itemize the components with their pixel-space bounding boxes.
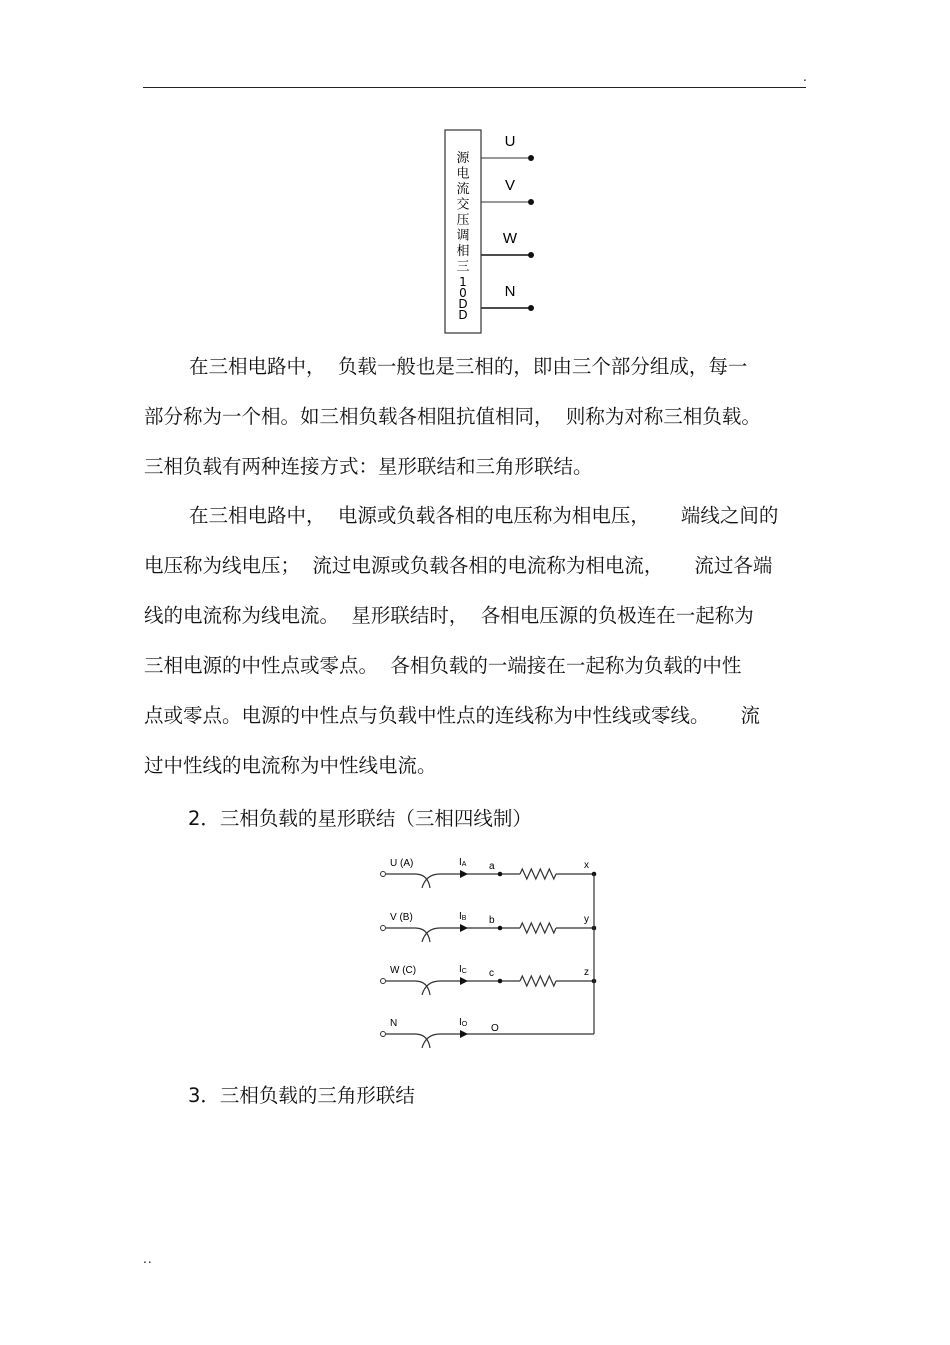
- section-title: 三相负载的三角形联结: [219, 1084, 415, 1107]
- paragraph-line: 点或零点。电源的中性点与负载中性点的连线称为中性线或零线。 流: [144, 704, 760, 727]
- header-mark: .: [803, 70, 807, 84]
- footer-mark: ..: [143, 1252, 153, 1266]
- box-label-char: 交: [456, 197, 470, 213]
- source-terminal: [381, 872, 386, 877]
- box-label-char: D: [458, 308, 468, 322]
- node-dot: [498, 872, 503, 877]
- terminal-dot: [528, 252, 534, 258]
- box-label-char: 源: [456, 151, 470, 166]
- paragraph-line: 在三相电路中， 电源或负载各相的电压称为相电压， 端线之间的: [189, 504, 779, 527]
- terminal-label: U: [504, 133, 516, 150]
- current-label: IC: [459, 964, 467, 975]
- box-label-char: 相: [456, 244, 470, 259]
- node-label: O: [491, 1023, 499, 1034]
- current-label: IA: [459, 857, 467, 868]
- circuit-row: [381, 857, 597, 888]
- box-label-char: 三: [456, 259, 470, 275]
- paragraph-line: 三相负载有两种连接方式：星形联结和三角形联结。: [144, 455, 593, 478]
- paragraph-phase-voltage: [144, 491, 806, 791]
- box-label-char: 1: [459, 275, 467, 289]
- phase-wire: [386, 1034, 594, 1048]
- paragraph-line: 线的电流称为线电流。 星形联结时， 各相电压源的负极连在一起称为: [144, 604, 754, 627]
- terminal-dot: [528, 199, 534, 205]
- terminal-label: V: [504, 177, 516, 194]
- terminal-label: N: [504, 283, 516, 300]
- circuit-row: [381, 964, 597, 995]
- figure-star-connection: [370, 848, 610, 1060]
- phase-wire: [386, 928, 594, 942]
- star-circuit: [381, 857, 597, 1048]
- current-arrow: [460, 870, 468, 878]
- box-label-char: D: [458, 297, 468, 311]
- box-label-char: 压: [456, 213, 470, 228]
- paragraph-line: 过中性线的电流称为中性线电流。: [144, 754, 437, 777]
- circuit-row: [381, 911, 597, 942]
- terminal-label: W: [502, 230, 518, 247]
- section-heading-star: [188, 803, 532, 831]
- end-label: z: [584, 967, 589, 978]
- source-terminal: [381, 926, 386, 931]
- section-title: 三相负载的星形联结（三相四线制）: [219, 807, 532, 830]
- node-dot: [498, 979, 503, 984]
- phase-wire: [386, 981, 594, 995]
- source-label: N: [390, 1018, 398, 1029]
- section-number: 3．: [188, 1084, 220, 1107]
- node-label: b: [489, 915, 495, 926]
- paragraph-line: 部分称为一个相。如三相负载各相阻抗值相同， 则称为对称三相负载。: [144, 405, 761, 428]
- source-label: W (C): [390, 965, 417, 976]
- paragraph-line: 在三相电路中， 负载一般也是三相的，即由三个部分组成，每一: [189, 355, 748, 378]
- header-rule: [143, 87, 806, 88]
- paragraph-line: 三相电源的中性点或零点。 各相负载的一端接在一起称为负载的中性: [144, 654, 742, 677]
- paragraph-line: 电压称为线电压； 流过电源或负载各相的电流称为相电流， 流过各端: [144, 554, 773, 577]
- source-terminal: [381, 979, 386, 984]
- end-label: y: [584, 914, 589, 925]
- current-label: IB: [459, 911, 467, 922]
- box-label-char: 调: [456, 228, 470, 244]
- source-label: V (B): [390, 912, 413, 923]
- current-arrow: [460, 1030, 468, 1038]
- figure-regulator-terminals: [430, 120, 560, 345]
- paragraph-load-intro: [144, 342, 806, 492]
- node-label: a: [489, 861, 495, 872]
- circuit-row: [381, 1017, 595, 1048]
- current-label: IO: [459, 1017, 468, 1028]
- current-arrow: [460, 924, 468, 932]
- node-dot: [498, 926, 503, 931]
- terminal-dot: [528, 305, 534, 311]
- node-label: c: [489, 968, 494, 979]
- phase-wire: [386, 874, 594, 888]
- box-label-char: 流: [456, 182, 470, 197]
- terminal-group: [481, 133, 534, 311]
- section-number: 2．: [188, 807, 220, 830]
- source-label: U (A): [390, 858, 414, 869]
- section-heading-delta: [188, 1080, 415, 1108]
- end-label: x: [584, 860, 589, 871]
- box-label-char: 0: [459, 286, 467, 300]
- terminal-dot: [528, 155, 534, 161]
- current-arrow: [460, 977, 468, 985]
- box-label-char: 电: [456, 166, 470, 182]
- source-terminal: [381, 1032, 386, 1037]
